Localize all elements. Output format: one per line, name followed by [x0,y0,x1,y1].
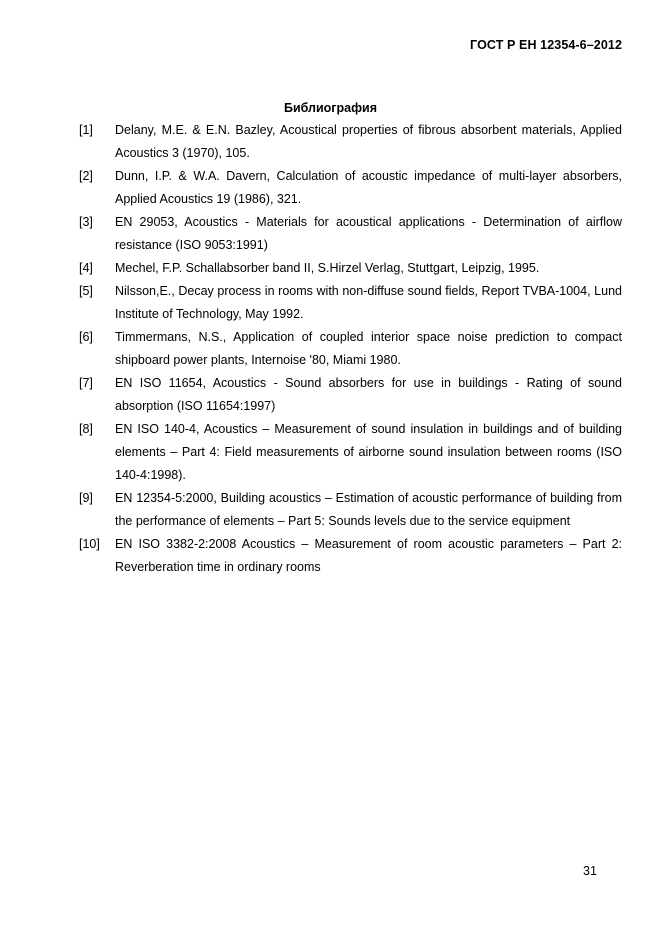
reference-number: [7] [79,376,93,390]
reference-item [79,487,622,533]
reference-text: Timmermans, N.S., Application of coupled interior space noise prediction to compact shipboard power plants, Internoise '80, Miami 1980. [115,330,622,367]
reference-text: EN ISO 140-4, Acoustics – Measurement of sound insulation in buildings and of building elements – Part 4: Field measurements of airborne sound insulation between rooms (ISO 140-4:1998). [115,422,622,482]
reference-item [79,211,622,257]
reference-item [79,326,622,372]
reference-number: [4] [79,261,93,275]
reference-number: [2] [79,169,93,183]
bibliography-title: Библиография [283,101,378,115]
reference-item [79,418,622,487]
reference-item [79,257,622,280]
page-number: 31 [583,864,597,878]
reference-number: [5] [79,284,93,298]
reference-number: [9] [79,491,93,505]
reference-text: Mechel, F.P. Schallabsorber band II, S.Hirzel Verlag, Stuttgart, Leipzig, 1995. [115,261,540,275]
reference-item [79,165,622,211]
reference-item [79,119,622,165]
document-standard-header: ГОСТ Р ЕН 12354-6–2012 [470,38,622,52]
reference-text: Dunn, I.P. & W.A. Davern, Calculation of acoustic impedance of multi-layer absorbers, Applied Acoustics 19 (1986), 321. [115,169,622,206]
reference-item [79,280,622,326]
reference-number: [10] [79,537,100,551]
reference-number: [6] [79,330,93,344]
reference-text: EN 29053, Acoustics - Materials for acoustical applications - Determination of airflow resistance (ISO 9053:1991) [115,215,622,252]
reference-number: [1] [79,123,93,137]
reference-number: [3] [79,215,93,229]
reference-text: Nilsson,E., Decay process in rooms with non-diffuse sound fields, Report TVBA-1004, Lund Institute of Technology, May 1992. [115,284,622,321]
reference-text: EN 12354-5:2000, Building acoustics – Estimation of acoustic performance of building from the performance of elements – Part 5: Sounds levels due to the service equipment [115,491,622,528]
reference-text: EN ISO 3382-2:2008 Acoustics – Measurement of room acoustic parameters – Part 2: Reverberation time in ordinary rooms [115,537,622,574]
reference-text: Delany, M.E. & E.N. Bazley, Acoustical properties of fibrous absorbent materials, Applied Acoustics 3 (1970), 105. [115,123,622,160]
reference-text: EN ISO 11654, Acoustics - Sound absorbers for use in buildings - Rating of sound absorption (ISO 11654:1997) [115,376,622,413]
bibliography-list [79,119,622,579]
reference-item [79,533,622,579]
reference-item [79,372,622,418]
reference-number: [8] [79,422,93,436]
